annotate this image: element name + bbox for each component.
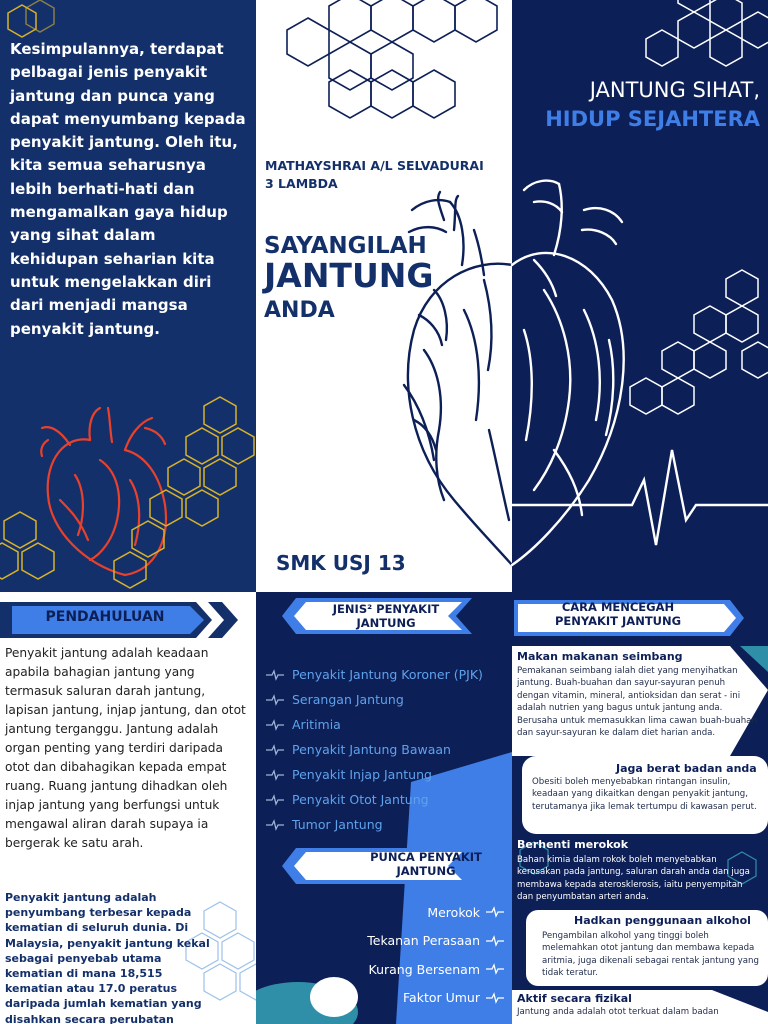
tip-body: Bahan kimia dalam rokok boleh menyebabkan kerosakan pada jantung, saluran darah anda dan juga membawa kepada aterosklerosis, iaitu penyempitan dan penyumbatan arteri anda. <box>517 855 750 903</box>
heartbeat-pulse-icon <box>266 794 284 806</box>
disease-type-label: Aritimia <box>292 717 341 732</box>
heartbeat-pulse-icon <box>266 669 284 681</box>
causes-list <box>367 898 504 1012</box>
disease-type-item <box>266 787 483 812</box>
introduction-heading: PENDAHULUAN <box>45 609 165 625</box>
disease-type-item <box>266 737 483 762</box>
cause-item <box>367 898 504 927</box>
cause-item <box>367 955 504 984</box>
tip-title: Jaga berat badan anda <box>616 762 757 775</box>
tip-body: Jantung anda adalah otot terkuat dalam badan <box>517 1007 719 1017</box>
introduction-paragraph: Penyakit jantung adalah keadaan apabila bahagian jantung yang termasuk saluran darah jantung, lapisan jantung, injap jantung, dan otot jantung terganggu. Jantung adalah organ penting yang terdiri daripada otot dan dibahagikan kepada empat ruang. Ruang jantung dihadkan oleh injap jantung yang berfungsi untuk mengawal aliran darah supaya ia bergerak ke satu arah. <box>5 646 246 850</box>
disease-type-label: Penyakit Jantung Koroner (PJK) <box>292 667 483 682</box>
tip-body: Obesiti boleh menyebabkan rintangan insulin, keadaan yang dikaitkan dengan penyakit jantung, terutamanya jika lemak tertumpu di kawasan perut. <box>532 777 757 812</box>
disease-type-item <box>266 762 483 787</box>
anatomical-heart-illustration <box>384 170 640 590</box>
prevention-heading: CARA MENCEGAH PENYAKIT JANTUNG <box>554 600 682 628</box>
cover-title-line3: ANDA <box>264 298 335 323</box>
tip-title: Aktif secara fizikal <box>517 992 632 1005</box>
tip-title: Hadkan penggunaan alkohol <box>574 914 751 927</box>
disease-type-label: Penyakit Otot Jantung <box>292 792 429 807</box>
slogan-line2: HIDUP SEJAHTERA <box>545 107 760 131</box>
tip-title: Berhenti merokok <box>517 838 629 851</box>
tip-body: Pemakanan seimbang ialah diet yang menyihatkan jantung. Buah-buahan dan sayur-sayuran penuh dengan vitamin, mineral, antioksidan dan serat - ini adalah nutrien yang bagus untuk jantung anda. Berusaha untuk memasukkan lima cawan buah-buahan dan sayur-sayuran ke dalam diet harian anda. <box>517 666 757 739</box>
heartbeat-pulse-icon <box>486 992 504 1004</box>
tip-title: Makan makanan seimbang <box>517 650 683 663</box>
types-heading: JENIS² PENYAKIT JANTUNG <box>332 602 440 630</box>
heartbeat-pulse-icon <box>486 963 504 975</box>
cause-label: Merokok <box>427 904 480 920</box>
author-class: 3 LAMBDA <box>265 176 338 191</box>
heartbeat-pulse-icon <box>266 744 284 756</box>
cause-item <box>367 927 504 956</box>
cause-label: Kurang Bersenam <box>368 961 480 977</box>
heartbeat-pulse-icon <box>266 694 284 706</box>
disease-type-label: Penyakit Injap Jantung <box>292 767 432 782</box>
tip-body: Pengambilan alkohol yang tinggi boleh melemahkan otot jantung dan membawa kepada aritmia, juga dikenali sebagai rentak jantung yang tidak teratur. <box>542 931 759 979</box>
disease-types-list <box>266 662 483 837</box>
disease-type-item <box>266 687 483 712</box>
hexagon-pattern-bottom <box>0 392 256 592</box>
cause-label: Tekanan Perasaan <box>367 933 480 949</box>
cause-label: Faktor Umur <box>403 990 480 1006</box>
school-name: SMK USJ 13 <box>276 551 406 575</box>
heartbeat-pulse-icon <box>486 935 504 947</box>
heartbeat-pulse-icon <box>486 906 504 918</box>
hexagon-pattern <box>256 0 512 130</box>
disease-type-label: Serangan Jantung <box>292 692 404 707</box>
conclusion-panel <box>0 0 256 592</box>
heartbeat-pulse-icon <box>266 719 284 731</box>
heartbeat-pulse-icon <box>266 819 284 831</box>
conclusion-text: Kesimpulannya, terdapat pelbagai jenis penyakit jantung dan punca yang dapat menyumbang kepada penyakit jantung. Oleh itu, kita semua seharusnya lebih berhati-hati dan mengamalkan gaya hidup yang sihat dalam kehidupan seharian kita untuk mengelakkan diri dari menjadi mangsa penyakit jantung. <box>10 40 246 338</box>
causes-heading: PUNCA PENYAKIT JANTUNG <box>370 850 482 878</box>
cover-title-line1: SAYANGILAH <box>264 233 427 259</box>
slogan-line1: JANTUNG SIHAT, <box>589 78 760 102</box>
statistics-fact: Penyakit jantung adalah penyumbang terbesar kepada kematian di seluruh dunia. Di Malaysia, penyakit jantung kekal sebagai penyebab utama kematian di mana 18,515 kematian atau 17.0 peratus daripada jumlah kematian yang disahkan secara perubatan <box>5 891 210 1024</box>
cover-title-line2: JANTUNG <box>264 256 434 295</box>
disease-type-item <box>266 812 483 837</box>
disease-type-item <box>266 662 483 687</box>
cause-item <box>367 984 504 1013</box>
introduction-panel <box>0 592 256 1024</box>
heartbeat-pulse-icon <box>266 769 284 781</box>
disease-type-label: Penyakit Jantung Bawaan <box>292 742 451 757</box>
types-panel <box>256 592 512 1024</box>
author-name: MATHAYSHRAI A/L SELVADURAI <box>265 158 484 173</box>
disease-type-label: Tumor Jantung <box>292 817 383 832</box>
prevention-panel <box>512 592 768 1024</box>
disease-type-item <box>266 712 483 737</box>
